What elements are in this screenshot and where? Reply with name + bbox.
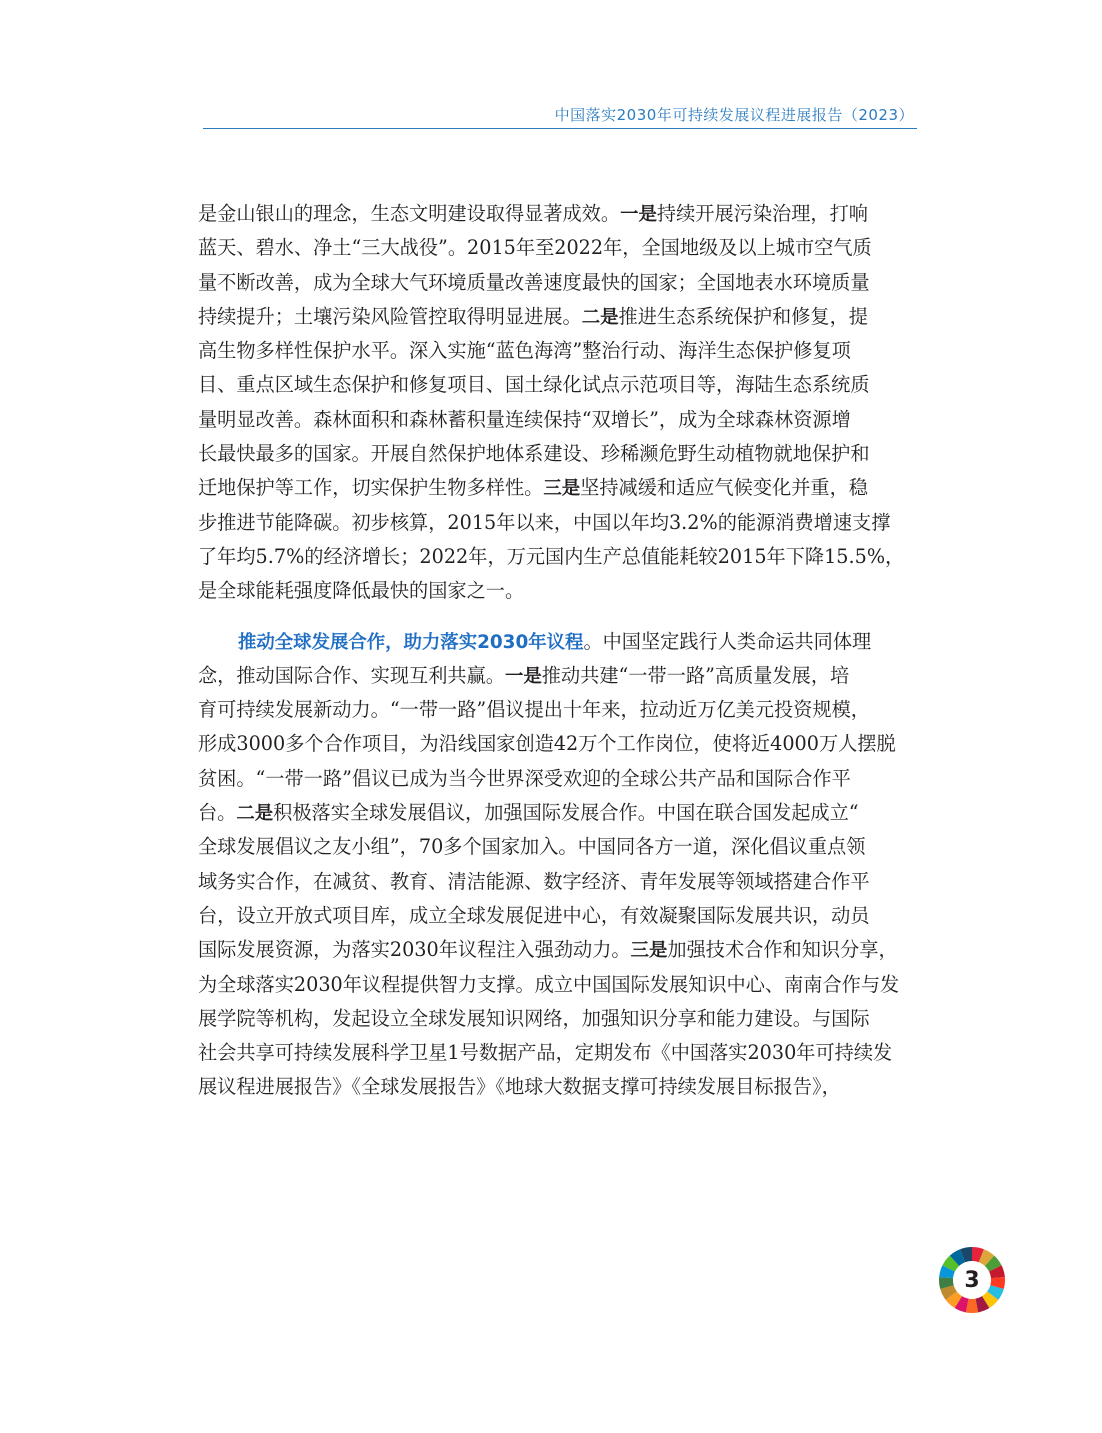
- text-run: 贫困。“一带一路”倡议已成为当今世界深受欢迎的全球公共产品和国际合作平: [198, 766, 851, 790]
- emphasis-text: 二是: [236, 803, 274, 825]
- text-run: 推动共建“一带一路”高质量发展，培: [541, 663, 850, 687]
- text-run: 目、重点区域生态保护和修复项目、国土绿化试点示范项目等，海陆生态系统质: [198, 373, 870, 397]
- text-line: [198, 1036, 910, 1070]
- text-line: [198, 865, 910, 899]
- text-line: [198, 334, 910, 368]
- text-run: 为全球落实2030年议程提供智力支撑。成立中国国际发展知识中心、南南合作与发: [198, 972, 900, 996]
- text-line: [198, 266, 910, 300]
- header-rule: [203, 128, 917, 129]
- emphasis-text: 二是: [581, 306, 619, 328]
- paragraph: [198, 197, 910, 609]
- text-line: [198, 659, 910, 693]
- text-line: [198, 368, 910, 402]
- text-line: [198, 300, 910, 334]
- text-run: 量不断改善，成为全球大气环境质量改善速度最快的国家；全国地表水环境质量: [198, 270, 870, 294]
- text-run: 育可持续发展新动力。“一带一路”倡议提出十年来，拉动近万亿美元投资规模，: [198, 698, 870, 722]
- text-line: [198, 830, 910, 864]
- text-run: 展学院等机构，发起设立全球发展知识网络，加强知识分享和能力建设。与国际: [198, 1006, 870, 1030]
- emphasis-text: 一是: [620, 204, 657, 225]
- text-line: [198, 506, 910, 540]
- header-title: 中国落实2030年可持续发展议程进展报告（2023）: [554, 106, 914, 124]
- text-run: 形成3000多个合作项目，为沿线国家创造42万个工作岗位，使将近4000万人摆脱: [198, 732, 896, 756]
- text-line: [198, 197, 910, 231]
- text-run: 积极落实全球发展倡议，加强国际发展合作。中国在联合国发起成立“: [273, 801, 859, 825]
- text-line: [198, 540, 910, 574]
- text-run: 高生物多样性保护水平。深入实施“蓝色海湾”整治行动、海洋生态保护修复项: [198, 339, 851, 363]
- text-line: [198, 625, 910, 659]
- text-run: 域务实合作，在减贫、教育、清洁能源、数字经济、青年发展等领域搭建合作平: [198, 869, 870, 893]
- text-run: 国际发展资源，为落实2030年议程注入强劲动力。: [198, 938, 631, 962]
- paragraph: [198, 625, 910, 1105]
- text-run: 展议程进展报告》《全球发展报告》《地球大数据支撑可持续发展目标报告》，: [198, 1075, 841, 1099]
- text-line: [198, 933, 910, 967]
- text-line: [198, 1070, 910, 1104]
- text-line: [198, 693, 910, 727]
- text-run: 蓝天、碧水、净土“三大战役”。2015年至2022年，全国地级及以上城市空气质: [198, 236, 872, 260]
- text-run: 全球发展倡议之友小组”，70多个国家加入。中国同各方一道，深化倡议重点领: [198, 835, 866, 859]
- text-run: 推进生态系统保护和修复，提: [618, 304, 868, 328]
- text-run: 量明显改善。森林面积和森林蓄积量连续保持“双增长”，成为全球森林资源增: [198, 407, 851, 431]
- text-line: [198, 574, 910, 608]
- text-line: [198, 727, 910, 761]
- text-line: [198, 403, 910, 437]
- text-line: [198, 1002, 910, 1036]
- emphasis-text: 三是: [543, 478, 581, 500]
- text-run: 坚持减缓和适应气候变化并重，稳: [580, 476, 868, 500]
- text-line: [198, 796, 910, 830]
- text-line: [198, 437, 910, 471]
- body-text: [198, 197, 910, 1105]
- text-line: [198, 762, 910, 796]
- text-run: 持续开展污染治理，打响: [656, 202, 868, 225]
- text-run: 长最快最多的国家。开展自然保护地体系建设、珍稀濒危野生动植物就地保护和: [198, 442, 870, 466]
- paragraph-gap: [198, 609, 910, 625]
- emphasis-text: 三是: [630, 940, 668, 962]
- text-run: 社会共享可持续发展科学卫星1号数据产品，定期发布《中国落实2030年可持续发: [198, 1041, 893, 1065]
- text-run: 是金山银山的理念，生态文明建设取得显著成效。: [198, 202, 621, 225]
- page-badge: [938, 1246, 1006, 1314]
- text-run: 加强技术合作和知识分享，: [667, 938, 898, 962]
- text-run: 台。: [198, 801, 237, 825]
- text-line: [198, 471, 910, 505]
- text-run: 是全球能耗强度降低最快的国家之一。: [198, 579, 525, 603]
- page-number: 3: [964, 1267, 980, 1293]
- text-run: 。中国坚定践行人类命运共同体理: [583, 629, 872, 653]
- emphasis-text: 一是: [505, 665, 542, 687]
- text-run: 台，设立开放式项目库，成立全球发展促进中心，有效凝聚国际发展共识，动员: [198, 903, 870, 927]
- text-run: 了年均5.7%的经济增长；2022年，万元国内生产总值能耗较2015年下降15.5%，: [198, 544, 905, 568]
- text-run: 念，推动国际合作、实现互利共赢。: [198, 663, 505, 687]
- text-run: 迁地保护等工作，切实保护生物多样性。: [198, 476, 544, 500]
- text-line: [198, 899, 910, 933]
- text-run: 步推进节能降碳。初步核算，2015年以来，中国以年均3.2%的能源消费增速支撑: [198, 510, 891, 534]
- paragraph-heading: 推动全球发展合作，助力落实2030年议程: [238, 631, 584, 653]
- text-line: [198, 231, 910, 265]
- text-run: 持续提升；土壤污染风险管控取得明显进展。: [198, 304, 582, 328]
- text-line: [198, 968, 910, 1002]
